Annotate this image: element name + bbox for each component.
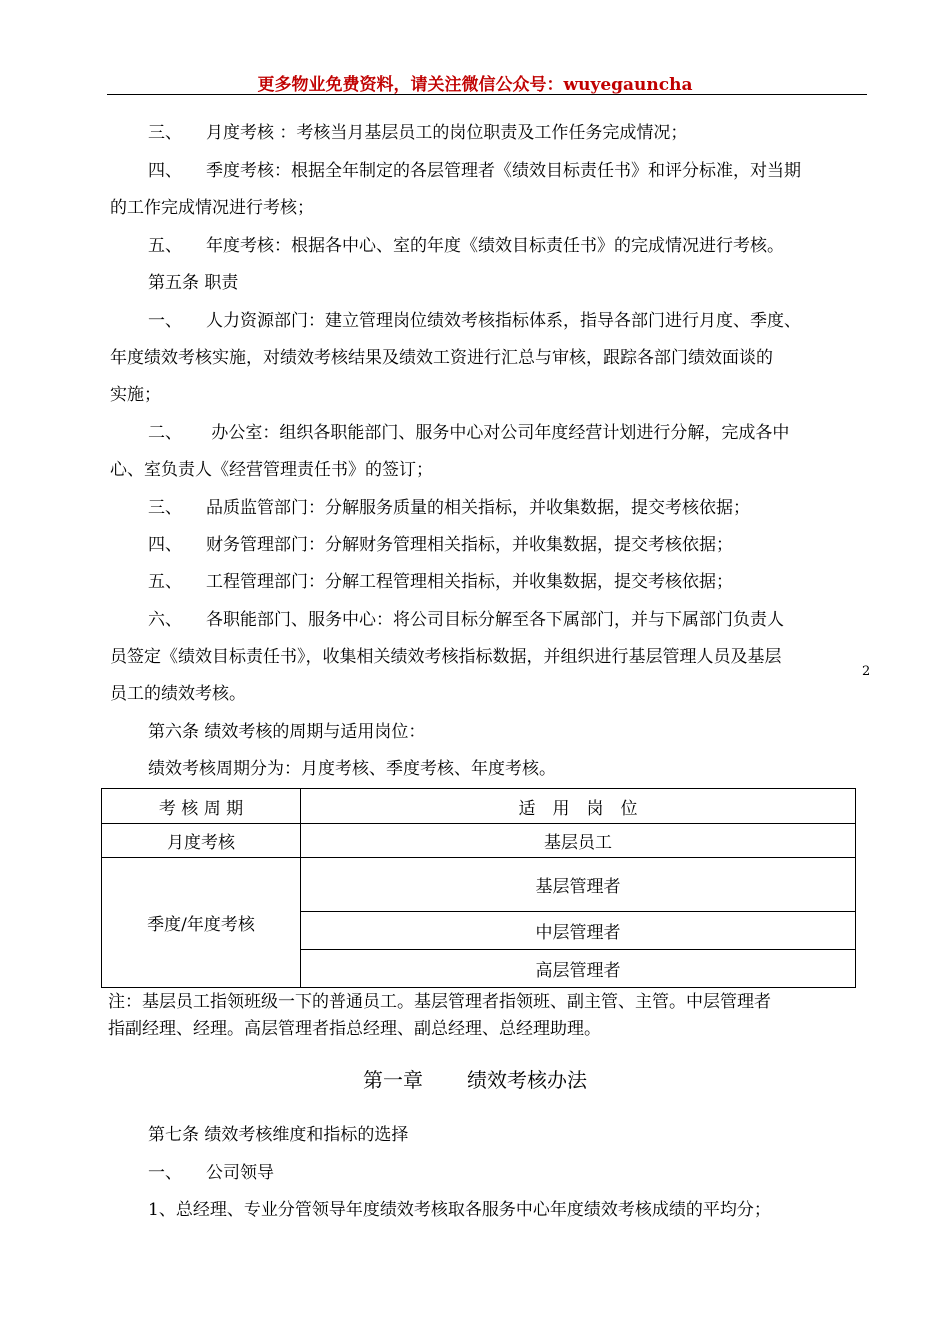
para-annual <box>148 230 910 262</box>
page-number: 2 <box>862 664 871 679</box>
item-number: 二、 <box>148 423 182 443</box>
resp-departments <box>148 604 910 636</box>
item-number: 一、 <box>148 1163 182 1183</box>
table-note: 注：基层员工指领班级一下的普通员工。基层管理者指领班、副主管、主管。中层管理者 <box>108 992 771 1012</box>
item-text: 品质监管部门：分解服务质量的相关指标，并收集数据，提交考核依据； <box>206 498 750 518</box>
item-number: 六、 <box>148 610 182 630</box>
cycle-table <box>101 788 856 988</box>
item-text: 财务管理部门：分解财务管理相关指标，并收集数据，提交考核依据； <box>206 535 733 555</box>
table-row <box>102 824 856 858</box>
chapter-title: 绩效考核办法 <box>467 1068 587 1092</box>
item-text: 各职能部门、服务中心：将公司目标分解至各下属部门，并与下属部门负责人 <box>206 610 784 630</box>
resp-engineering <box>148 566 910 598</box>
table-cell-cycle: 季度/年度考核 <box>102 858 301 988</box>
chapter-number: 第一章 <box>363 1068 423 1092</box>
table-cell-post: 高层管理者 <box>301 950 856 988</box>
item-number: 五、 <box>148 572 182 592</box>
item-text: 人力资源部门：建立管理岗位绩效考核指标体系，指导各部门进行月度、季度、 <box>206 311 801 331</box>
header-banner: 更多物业免费资料，请关注微信公众号：wuyegauncha <box>257 75 693 95</box>
resp-departments-cont: 员签定《绩效目标责任书》，收集相关绩效考核指标数据，并组织进行基层管理人员及基层 <box>110 647 782 667</box>
para-monthly <box>148 117 910 149</box>
resp-hr-cont2: 实施； <box>110 385 161 405</box>
resp-quality <box>148 492 910 524</box>
item-text: 季度考核：根据全年制定的各层管理者《绩效目标责任书》和评分标准，对当期 <box>206 161 801 181</box>
item-number: 三、 <box>148 498 182 518</box>
item-number: 三、 <box>148 123 182 143</box>
table-cell-cycle: 月度考核 <box>102 824 301 858</box>
article-7-heading: 第七条 绩效考核维度和指标的选择 <box>148 1125 409 1145</box>
resp-hr <box>148 305 910 337</box>
item-text: 公司领导 <box>206 1163 274 1183</box>
resp-hr-cont: 年度绩效考核实施，对绩效考核结果及绩效工资进行汇总与审核，跟踪各部门绩效面谈的 <box>110 348 773 368</box>
item-text: 月度考核 ：考核当月基层员工的岗位职责及工作任务完成情况； <box>206 123 688 143</box>
cycle-intro: 绩效考核周期分为：月度考核、季度考核、年度考核。 <box>148 759 556 779</box>
table-row <box>102 858 856 912</box>
item-text: 办公室：组织各职能部门、服务中心对公司年度经营计划进行分解，完成各中 <box>206 423 790 443</box>
resp-departments-cont2: 员工的绩效考核。 <box>110 684 246 704</box>
leadership-item-1: 1、总经理、专业分管领导年度绩效考核取各服务中心年度绩效考核成绩的平均分； <box>148 1200 771 1220</box>
table-cell-post: 基层管理者 <box>301 858 856 912</box>
item-text: 工程管理部门：分解工程管理相关指标，并收集数据，提交考核依据； <box>206 572 733 592</box>
item-text: 年度考核：根据各中心、室的年度《绩效目标责任书》的完成情况进行考核。 <box>206 236 784 256</box>
resp-office <box>148 417 910 449</box>
para-quarterly <box>148 155 910 187</box>
article-6-heading: 第六条 绩效考核的周期与适用岗位： <box>148 722 426 742</box>
item-number: 一、 <box>148 311 182 331</box>
table-header-post: 适 用 岗 位 <box>301 789 856 824</box>
item-number: 四、 <box>148 535 182 555</box>
article-5-heading: 第五条 职责 <box>148 273 239 293</box>
table-cell-post: 中层管理者 <box>301 912 856 950</box>
header-rule <box>107 94 867 95</box>
section-leadership <box>148 1157 910 1189</box>
resp-finance <box>148 529 910 561</box>
table-header-row <box>102 789 856 824</box>
item-number: 五、 <box>148 236 182 256</box>
resp-office-cont: 心、室负责人《经营管理责任书》的签订； <box>110 460 433 480</box>
item-number: 四、 <box>148 161 182 181</box>
table-cell-post: 基层员工 <box>301 824 856 858</box>
table-header-cycle: 考 核 周 期 <box>102 789 301 824</box>
table-note-cont: 指副经理、经理。高层管理者指总经理、副总经理、总经理助理。 <box>108 1019 601 1039</box>
para-quarterly-cont: 的工作完成情况进行考核； <box>110 198 314 218</box>
chapter-heading <box>0 1064 950 1093</box>
